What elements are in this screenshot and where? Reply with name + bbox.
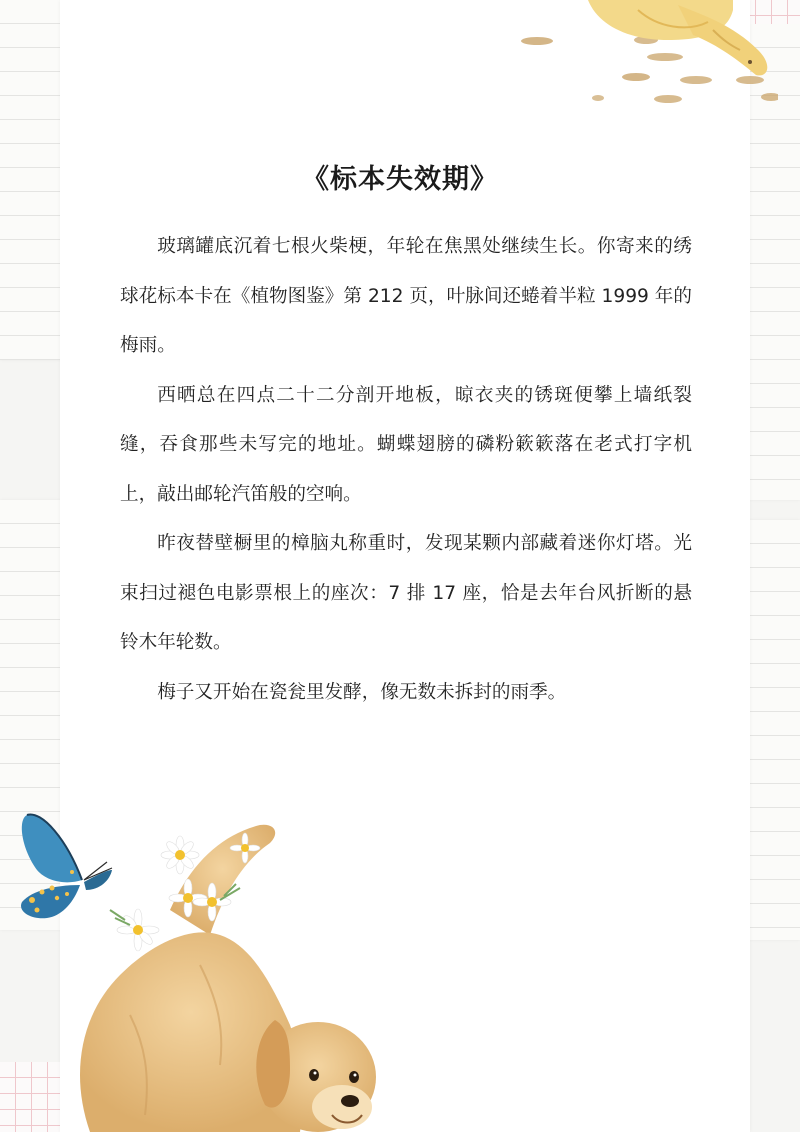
paragraph: 梅子又开始在瓷瓮里发酵，像无数未拆封的雨季。 xyxy=(157,681,567,703)
duck-illustration xyxy=(518,0,778,110)
lined-paper-strip xyxy=(742,520,800,940)
butterfly-illustration xyxy=(12,800,132,930)
document-title: 《标本失效期》 xyxy=(302,164,498,195)
paragraph: 玻璃罐底沉着七根火柴梗，年轮在焦黑处继续生长。你寄来的绣球花标本卡在《植物图鉴》第 212 页，叶脉间还蜷着半粒 1999 年的梅雨。 xyxy=(120,236,692,356)
paragraph: 昨夜替壁橱里的樟脑丸称重时，发现某颗内部藏着迷你灯塔。光束扫过褪色电影票根上的座次：7 排 17 座，恰是去年台风折断的悬铃木年轮数。 xyxy=(120,533,692,653)
paragraph: 西晒总在四点二十二分剖开地板，晾衣夹的锈斑便攀上墙纸裂缝，吞食那些未写完的地址。蝴蝶翅膀的磷粉簌簌落在老式打字机上，敲出邮轮汽笛般的空响。 xyxy=(120,384,692,505)
document-body xyxy=(120,222,692,717)
